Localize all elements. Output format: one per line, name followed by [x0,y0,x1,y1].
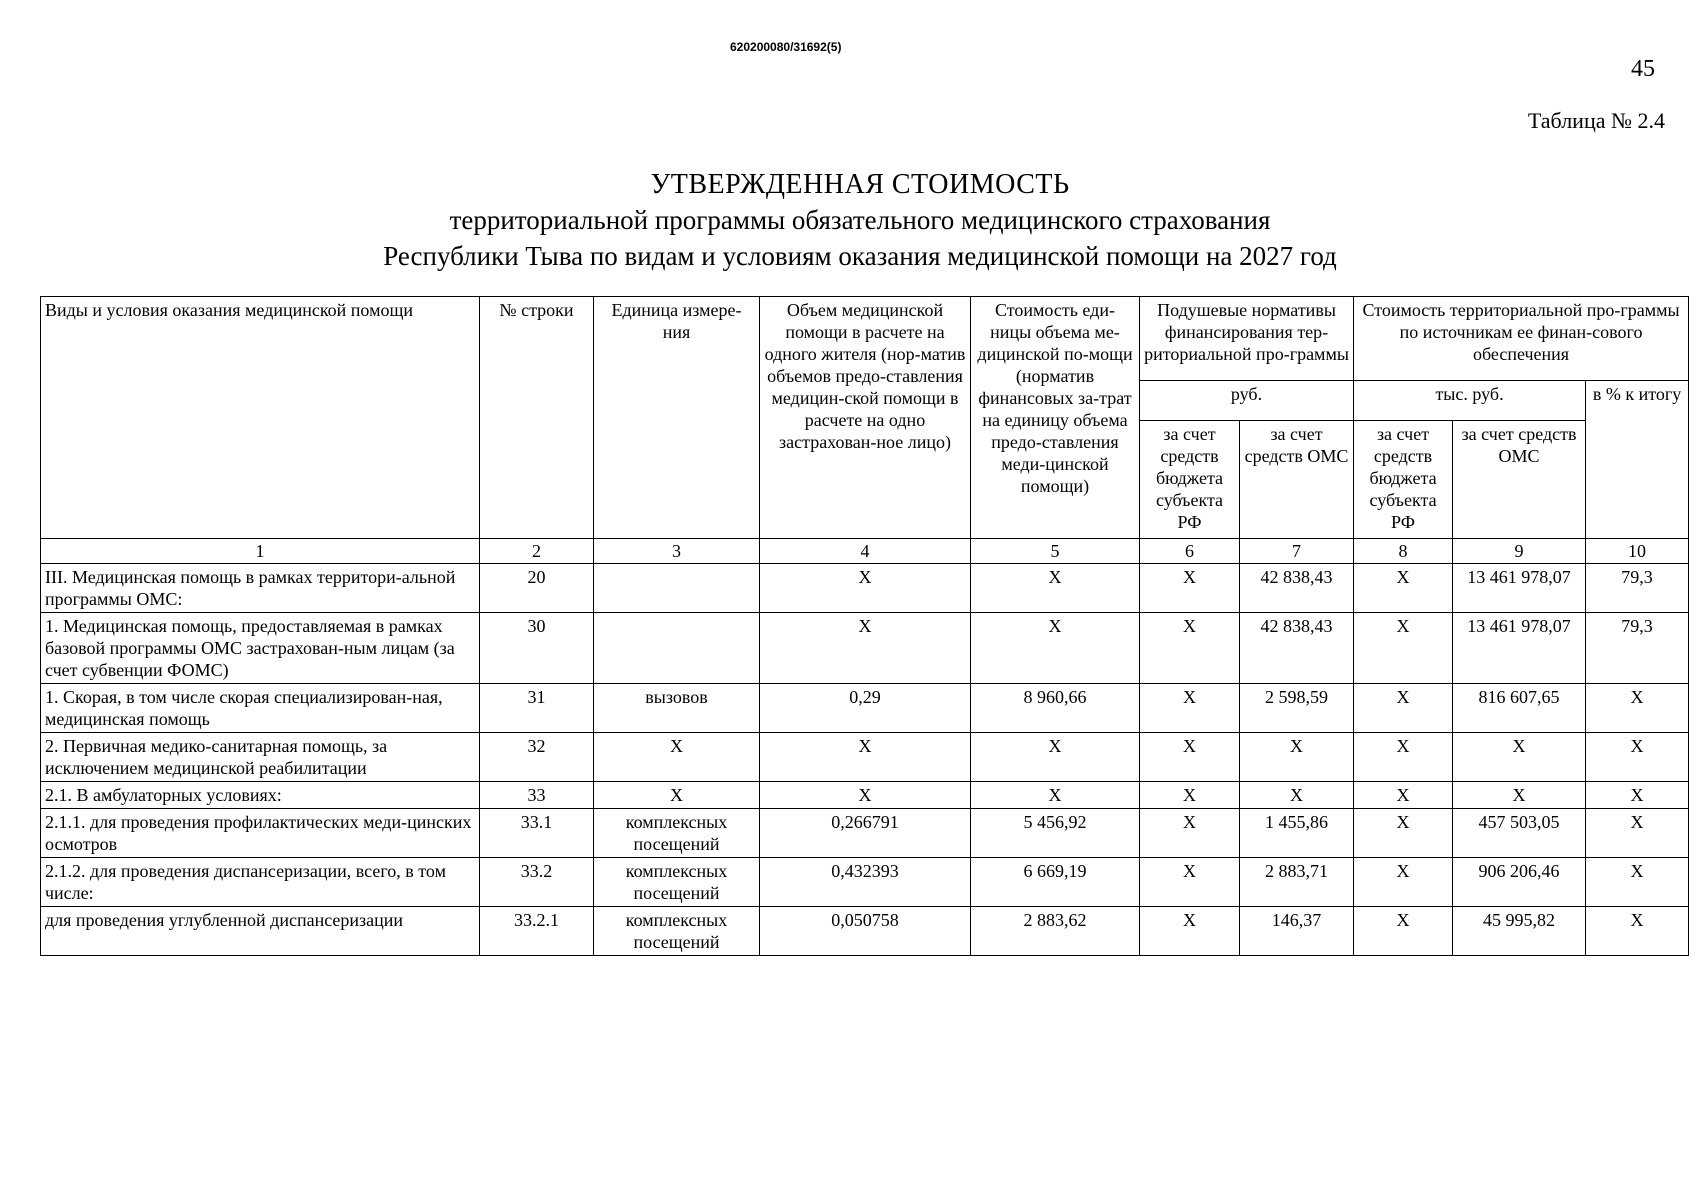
cell-volume: X [760,733,971,782]
cell-cost-oms: X [1453,782,1586,809]
cell-per-capita-budget: X [1140,809,1240,858]
cell-percent: X [1586,907,1689,956]
cell-cost-budget: X [1354,684,1453,733]
page-number: 45 [1631,56,1655,82]
cell-kind: III. Медицинская помощь в рамках территори-альной программы ОМС: [41,564,480,613]
cell-unit-cost: 8 960,66 [971,684,1140,733]
header-kinds-conditions: Виды и условия оказания медицинской помощи [41,297,480,539]
cell-percent: X [1586,858,1689,907]
cell-per-capita-oms: 146,37 [1240,907,1354,956]
cell-cost-budget: X [1354,809,1453,858]
cell-unit: комплексных посещений [594,907,760,956]
cell-per-capita-oms: 2 598,59 [1240,684,1354,733]
cell-unit [594,564,760,613]
cell-percent: X [1586,809,1689,858]
cell-cost-oms: 906 206,46 [1453,858,1586,907]
cell-cost-budget: X [1354,907,1453,956]
cell-cost-oms: 816 607,65 [1453,684,1586,733]
cell-cost-oms: 457 503,05 [1453,809,1586,858]
cost-table [40,296,1689,956]
table-row [41,564,1689,613]
page-subtitle-line-1: территориальной программы обязательного медицинского страхования [449,205,1271,235]
cell-percent: X [1586,733,1689,782]
cell-kind: 1. Скорая, в том числе скорая специализирован-ная, медицинская помощь [41,684,480,733]
cell-volume: 0,432393 [760,858,971,907]
document-code: 620200080/31692(5) [730,40,842,54]
cell-per-capita-budget: X [1140,858,1240,907]
header-cost-group: Стоимость территориальной про-граммы по источникам ее финан-сового обеспечения [1354,297,1689,381]
cell-unit: X [594,782,760,809]
cell-unit-cost: X [971,782,1140,809]
cell-cost-budget: X [1354,782,1453,809]
cell-per-capita-budget: X [1140,907,1240,956]
column-number: 7 [1240,539,1354,564]
cell-per-capita-oms: 1 455,86 [1240,809,1354,858]
header-cost-oms: за счет средств ОМС [1453,421,1586,539]
cell-cost-budget: X [1354,613,1453,684]
cell-unit: комплексных посещений [594,809,760,858]
cell-kind: 2.1.2. для проведения диспансеризации, всего, в том числе: [41,858,480,907]
page-title: УТВЕРЖДЕННАЯ СТОИМОСТЬ [650,169,1070,200]
cell-unit [594,613,760,684]
cell-row-number: 20 [480,564,594,613]
table-row [41,782,1689,809]
header-percent-of-total: в % к итогу [1586,381,1689,539]
cell-percent: X [1586,782,1689,809]
cell-cost-oms: 13 461 978,07 [1453,613,1586,684]
cell-kind: 2.1.1. для проведения профилактических меди-цинских осмотров [41,809,480,858]
column-number: 6 [1140,539,1240,564]
cell-unit-cost: X [971,733,1140,782]
header-unit-cost: Стоимость еди-ницы объема ме-дицинской по-мощи (норматив финансовых за-трат на единицу объема предо-ставления меди-цинской помощи) [971,297,1140,539]
cell-kind: 2.1. В амбулаторных условиях: [41,782,480,809]
cell-unit-cost: 6 669,19 [971,858,1140,907]
cell-per-capita-oms: X [1240,733,1354,782]
table-row [41,809,1689,858]
cell-unit: комплексных посещений [594,858,760,907]
cell-row-number: 33 [480,782,594,809]
cell-kind: 2. Первичная медико-санитарная помощь, за исключением медицинской реабилитации [41,733,480,782]
cell-cost-oms: 13 461 978,07 [1453,564,1586,613]
column-number: 4 [760,539,971,564]
table-row [41,858,1689,907]
cell-cost-budget: X [1354,564,1453,613]
column-number: 8 [1354,539,1453,564]
header-cost-budget: за счет средств бюджета субъекта РФ [1354,421,1453,539]
cell-row-number: 33.2 [480,858,594,907]
table-row [41,733,1689,782]
cell-volume: X [760,782,971,809]
cell-kind: 1. Медицинская помощь, предоставляемая в рамках базовой программы ОМС застрахован-ным лицам (за счет субвенции ФОМС) [41,613,480,684]
cell-row-number: 33.2.1 [480,907,594,956]
cell-per-capita-oms: 2 883,71 [1240,858,1354,907]
table-row [41,907,1689,956]
cell-per-capita-budget: X [1140,782,1240,809]
cell-row-number: 30 [480,613,594,684]
header-unit-thousand-rub: тыс. руб. [1354,381,1586,421]
header-per-capita-budget: за счет средств бюджета субъекта РФ [1140,421,1240,539]
cell-cost-budget: X [1354,858,1453,907]
cell-unit: X [594,733,760,782]
column-number: 1 [41,539,480,564]
title-block [40,168,1680,274]
cell-cost-oms: X [1453,733,1586,782]
cell-unit: вызовов [594,684,760,733]
cell-per-capita-budget: X [1140,684,1240,733]
cell-volume: X [760,613,971,684]
cell-per-capita-oms: 42 838,43 [1240,613,1354,684]
header-per-capita-group: Подушевые нормативы финансирования тер-риториальной про-граммы [1140,297,1354,381]
table-label: Таблица № 2.4 [1527,108,1665,133]
page-subtitle-line-2: Республики Тыва по видам и условиям оказания медицинской помощи на 2027 год [383,241,1337,271]
cell-row-number: 33.1 [480,809,594,858]
cell-cost-budget: X [1354,733,1453,782]
table-body [41,564,1689,956]
column-number: 5 [971,539,1140,564]
cell-volume: 0,29 [760,684,971,733]
cell-percent: 79,3 [1586,564,1689,613]
cell-per-capita-budget: X [1140,613,1240,684]
cell-unit-cost: 5 456,92 [971,809,1140,858]
table-header [41,297,1689,564]
cell-per-capita-oms: 42 838,43 [1240,564,1354,613]
column-number: 2 [480,539,594,564]
column-number-row [41,539,1689,564]
header-unit: Единица измере-ния [594,297,760,539]
table-row [41,684,1689,733]
cell-row-number: 31 [480,684,594,733]
cell-per-capita-oms: X [1240,782,1354,809]
cell-cost-oms: 45 995,82 [1453,907,1586,956]
cell-volume: X [760,564,971,613]
header-per-capita-oms: за счет средств ОМС [1240,421,1354,539]
column-number: 9 [1453,539,1586,564]
cell-volume: 0,050758 [760,907,971,956]
cell-volume: 0,266791 [760,809,971,858]
cell-kind: для проведения углубленной диспансеризации [41,907,480,956]
cell-per-capita-budget: X [1140,733,1240,782]
header-volume: Объем медицинской помощи в расчете на одного жителя (нор-матив объемов предо-ставления медицин-ской помощи в расчете на одно застрахован-ное лицо) [760,297,971,539]
cell-unit-cost: 2 883,62 [971,907,1140,956]
header-unit-rub: руб. [1140,381,1354,421]
column-number: 3 [594,539,760,564]
cell-percent: 79,3 [1586,613,1689,684]
table-row [41,613,1689,684]
cell-per-capita-budget: X [1140,564,1240,613]
cell-row-number: 32 [480,733,594,782]
cell-percent: X [1586,684,1689,733]
column-number: 10 [1586,539,1689,564]
cell-unit-cost: X [971,564,1140,613]
cell-unit-cost: X [971,613,1140,684]
header-row-number: № строки [480,297,594,539]
